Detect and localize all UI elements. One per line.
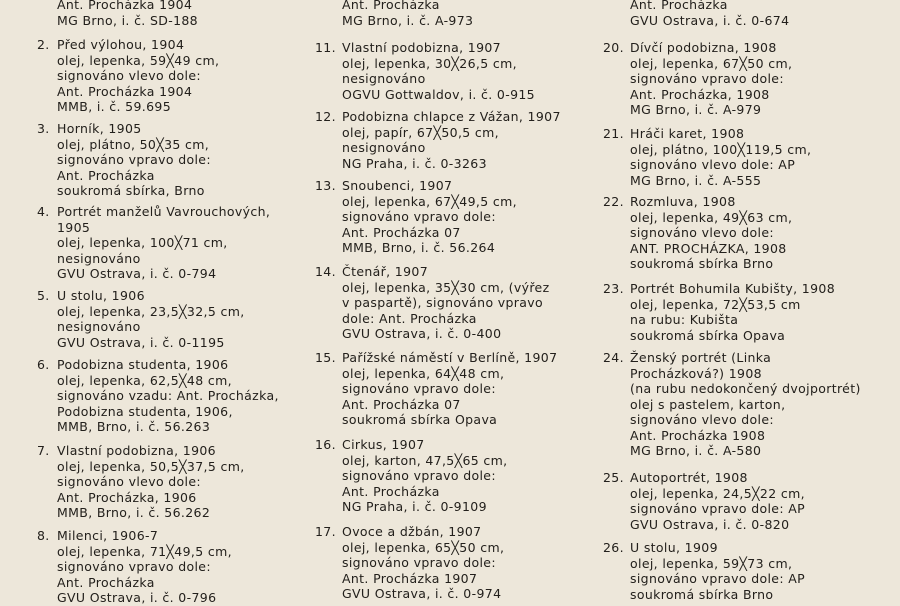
entry-line: Ovoce a džbán, 1907	[342, 524, 482, 539]
entry-line: Čtenář, 1907	[342, 264, 428, 279]
entry-line: olej s pastelem, karton,	[630, 396, 786, 412]
entry-line: nesignováno	[57, 319, 141, 334]
entry-number: 11.	[315, 40, 336, 55]
entry-line: soukromá sbírka Brno	[630, 256, 774, 271]
entry-line: Ant. Procházka 1908	[630, 427, 766, 443]
catalog-entry	[315, 524, 632, 602]
entry-number: 12.	[315, 109, 336, 124]
entry-number: 16.	[315, 437, 336, 452]
entry-line: NG Praha, i. č. 0-9109	[342, 499, 487, 514]
entry-number: 8.	[37, 528, 50, 543]
entry-line: olej, lepenka, 23,5╳32,5 cm,	[57, 303, 245, 319]
entry-line: olej, plátno, 100╳119,5 cm,	[630, 141, 812, 157]
entry-line: Podobizna chlapce z Vážan, 1907	[342, 109, 561, 124]
entry-number: 14.	[315, 264, 336, 279]
entry-number: 26.	[603, 540, 624, 555]
entry-line: signováno vlevo dole:	[630, 412, 774, 427]
entry-number: 3.	[37, 121, 50, 136]
entry-line: olej, lepenka, 49╳63 cm,	[630, 209, 793, 225]
catalog-entry	[630, 0, 900, 28]
entry-number: 17.	[315, 524, 336, 539]
catalog-entry	[603, 281, 900, 343]
catalog-entry	[342, 0, 632, 28]
catalog-entry	[315, 437, 632, 515]
entry-line: MMB, Brno, i. č. 56.264	[342, 240, 496, 255]
entry-line: olej, lepenka, 59╳73 cm,	[630, 555, 793, 571]
catalog-entry	[37, 37, 347, 115]
entry-number: 6.	[37, 357, 50, 372]
entry-line: signováno vlevo dole:	[57, 474, 201, 489]
entry-line: olej, plátno, 50╳35 cm,	[57, 136, 210, 152]
entry-line: signováno vlevo dole:	[57, 68, 201, 83]
entry-line: olej, lepenka, 67╳50 cm,	[630, 55, 793, 71]
entry-line: olej, lepenka, 72╳53,5 cm	[630, 296, 801, 312]
catalog-entry	[37, 528, 347, 606]
catalog-entry	[315, 109, 632, 171]
entry-line: olej, lepenka, 100╳71 cm,	[57, 235, 228, 250]
entry-line: Vlastní podobizna, 1907	[342, 40, 501, 55]
entry-line: Cirkus, 1907	[342, 437, 425, 452]
entry-line: MMB, Brno, i. č. 56.262	[57, 505, 211, 520]
entry-line: Ant. Procházka	[342, 483, 440, 499]
catalog-entry	[603, 126, 900, 188]
entry-line: 1905	[57, 219, 91, 235]
entry-line: GVU Ostrava, i. č. 0-820	[630, 516, 790, 532]
entry-line: Procházková?) 1908	[630, 365, 762, 381]
entry-line: olej, lepenka, 24,5╳22 cm,	[630, 485, 805, 501]
entry-line: Před výlohou, 1904	[57, 37, 185, 52]
entry-line: MG Brno, i. č. A-580	[630, 443, 762, 458]
catalog-entry	[315, 178, 632, 256]
entry-line: signováno vpravo dole:	[57, 559, 211, 574]
entry-line: GVU Ostrava, i. č. 0-674	[630, 12, 790, 28]
entry-line: signováno vpravo dole: AP	[630, 571, 806, 586]
entry-line: Snoubenci, 1907	[342, 178, 453, 193]
catalog-entry	[603, 40, 900, 118]
entry-line: olej, karton, 47,5╳65 cm,	[342, 452, 508, 468]
entry-line: MG Brno, i. č. SD-188	[57, 12, 198, 28]
catalog-entry	[37, 204, 347, 282]
catalog-entry	[315, 264, 632, 342]
entry-line: GVU Ostrava, i. č. 0-974	[342, 586, 502, 601]
entry-line: GVU Ostrava, i. č. 0-400	[342, 326, 502, 341]
entry-line: soukromá sbírka, Brno	[57, 183, 205, 198]
entry-line: signováno vpravo dole:	[630, 71, 784, 86]
entry-line: nesignováno	[342, 140, 426, 155]
catalog-entry	[57, 0, 347, 28]
entry-line: (na rubu nedokončený dvojportrét)	[630, 381, 861, 396]
entry-line: olej, lepenka, 50,5╳37,5 cm,	[57, 458, 245, 474]
entry-line: GVU Ostrava, i. č. 0-796	[57, 590, 217, 605]
entry-line: Ant. Procházka	[57, 167, 155, 183]
entry-line: Ant. Procházka 1904	[57, 83, 193, 99]
entry-number: 7.	[37, 443, 50, 458]
entry-line: Ant. Procházka 07	[342, 224, 461, 240]
entry-line: Podobizna studenta, 1906	[57, 357, 229, 372]
entry-line: MG Brno, i. č. A-979	[630, 102, 762, 117]
entry-number: 15.	[315, 350, 336, 365]
entry-line: signováno vpravo dole:	[342, 381, 496, 396]
entry-number: 5.	[37, 288, 50, 303]
entry-line: olej, lepenka, 67╳49,5 cm,	[342, 193, 517, 209]
catalog-entry	[603, 350, 900, 459]
entry-line: olej, lepenka, 65╳50 cm,	[342, 539, 505, 555]
entry-line: signováno vzadu: Ant. Procházka,	[57, 388, 279, 403]
entry-line: olej, papír, 67╳50,5 cm,	[342, 124, 499, 140]
entry-line: NG Praha, i. č. 0-3263	[342, 155, 487, 171]
entry-line: signováno vlevo dole:	[630, 225, 774, 240]
entry-line: Portrét manželů Vavrouchových,	[57, 204, 271, 219]
entry-line: Podobizna studenta, 1906,	[57, 403, 233, 419]
entry-line: MG Brno, i. č. A-973	[342, 12, 474, 28]
entry-line: nesignováno	[342, 71, 426, 86]
entry-line: olej, lepenka, 35╳30 cm, (výřez	[342, 279, 550, 295]
entry-line: Pařížské náměstí v Berlíně, 1907	[342, 350, 558, 365]
entry-line: signováno vpravo dole:	[342, 468, 496, 483]
entry-number: 4.	[37, 204, 50, 219]
entry-line: v paspartě), signováno vpravo	[342, 295, 544, 310]
entry-number: 21.	[603, 126, 624, 141]
entry-line: soukromá sbírka Opava	[630, 327, 786, 343]
catalog-entry	[37, 357, 347, 435]
entry-line: olej, lepenka, 64╳48 cm,	[342, 365, 505, 381]
entry-line: soukromá sbírka Brno	[630, 586, 774, 602]
entry-number: 25.	[603, 470, 624, 485]
entry-line: dole: Ant. Procházka	[342, 310, 477, 326]
entry-line: U stolu, 1909	[630, 540, 718, 555]
entry-number: 13.	[315, 178, 336, 193]
entry-line: OGVU Gottwaldov, i. č. 0-915	[342, 86, 535, 102]
entry-number: 22.	[603, 194, 624, 209]
entry-line: signováno vpravo dole:	[57, 152, 211, 167]
catalog-entry	[315, 40, 632, 102]
entry-line: signováno vpravo dole:	[342, 209, 496, 224]
entry-line: MG Brno, i. č. A-555	[630, 172, 762, 188]
entry-line: olej, lepenka, 71╳49,5 cm,	[57, 543, 232, 559]
catalog-entry	[315, 350, 632, 428]
entry-line: Ant. Procházka 1907	[342, 570, 478, 586]
entry-line: MMB, Brno, i. č. 56.263	[57, 419, 211, 434]
entry-line: GVU Ostrava, i. č. 0-794	[57, 266, 217, 281]
entry-line: GVU Ostrava, i. č. 0-1195	[57, 334, 225, 350]
entry-number: 20.	[603, 40, 624, 55]
entry-line: Milenci, 1906-7	[57, 528, 159, 543]
catalog-entry	[37, 443, 347, 521]
entry-line: Hráči karet, 1908	[630, 126, 745, 141]
entry-line: Ant. Procházka, 1908	[630, 86, 770, 102]
entry-line: Horník, 1905	[57, 121, 142, 136]
entry-line: signováno vlevo dole: AP	[630, 157, 796, 172]
catalog-entry	[37, 121, 347, 199]
catalog-entry	[603, 194, 900, 272]
entry-line: nesignováno	[57, 250, 141, 266]
entry-line: U stolu, 1906	[57, 288, 145, 303]
entry-line: signováno vpravo dole: AP	[630, 501, 806, 516]
entry-line: olej, lepenka, 30╳26,5 cm,	[342, 55, 517, 71]
entry-number: 23.	[603, 281, 624, 296]
entry-line: Ant. Procházka	[630, 0, 728, 12]
entry-line: olej, lepenka, 62,5╳48 cm,	[57, 372, 232, 388]
entry-number: 24.	[603, 350, 624, 365]
entry-line: MMB, i. č. 59.695	[57, 99, 172, 114]
entry-line: Ant. Procházka	[57, 574, 155, 590]
entry-line: Ant. Procházka	[342, 0, 440, 12]
entry-line: Ant. Procházka, 1906	[57, 489, 197, 505]
entry-line: olej, lepenka, 59╳49 cm,	[57, 52, 220, 68]
entry-line: Ant. Procházka 1904	[57, 0, 193, 12]
entry-line: Ženský portrét (Linka	[630, 350, 772, 365]
entry-line: Autoportrét, 1908	[630, 470, 748, 485]
catalog-entry	[603, 540, 900, 602]
entry-line: soukromá sbírka Opava	[342, 412, 498, 427]
catalog-entry	[603, 470, 900, 532]
entry-line: na rubu: Kubišta	[630, 312, 739, 327]
catalog-entry	[37, 288, 347, 350]
entry-line: signováno vpravo dole:	[342, 555, 496, 570]
entry-line: Vlastní podobizna, 1906	[57, 443, 216, 458]
entry-line: Dívčí podobizna, 1908	[630, 40, 777, 55]
entry-line: ANT. PROCHÁZKA, 1908	[630, 240, 787, 256]
entry-line: Rozmluva, 1908	[630, 194, 736, 209]
entry-line: Portrét Bohumila Kubišty, 1908	[630, 281, 836, 296]
entry-line: Ant. Procházka 07	[342, 396, 461, 412]
entry-number: 2.	[37, 37, 50, 52]
